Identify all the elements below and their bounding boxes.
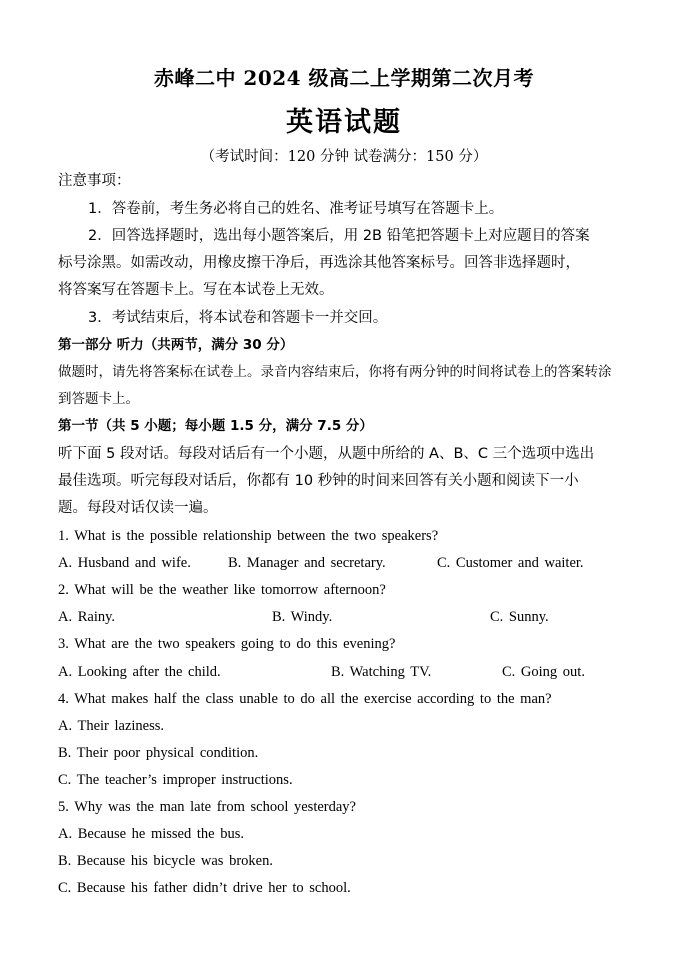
note-item-1: 1．答卷前，考生务必将自己的姓名、准考证号填写在答题卡上。 — [88, 201, 504, 217]
note-item-2-line-3: 将答案写在答题卡上。写在本试卷上无效。 — [58, 282, 334, 298]
part1-heading: 第一部分 听力（共两节，满分 30 分） — [58, 337, 294, 353]
notes-heading: 注意事项： — [58, 173, 131, 189]
question-1-option-c: C. Customer and waiter. — [437, 555, 584, 571]
question-2-option-a: A. Rainy. — [58, 609, 116, 625]
question-4-option-b: B. Their poor physical condition. — [58, 745, 259, 761]
question-5-option-b: B. Because his bicycle was broken. — [58, 853, 273, 869]
question-4-option-c: C. The teacher’s improper instructions. — [58, 772, 293, 788]
section1-instruction-line-2: 最佳选项。听完每段对话后，你都有 10 秒钟的时间来回答有关小题和阅读下一小 — [58, 473, 579, 489]
subject-title: 英语试题 — [286, 107, 402, 138]
question-2-option-b: B. Windy. — [272, 609, 333, 625]
question-4-stem: 4. What makes half the class unable to do all the exercise according to the man? — [58, 691, 552, 707]
question-3-option-a: A. Looking after the child. — [58, 664, 221, 680]
note-item-2-line-2: 标号涂黑。如需改动，用橡皮擦干净后，再选涂其他答案标号。回答非选择题时， — [58, 255, 580, 271]
question-1-option-a: A. Husband and wife. — [58, 555, 191, 571]
question-2-option-c: C. Sunny. — [490, 609, 549, 625]
question-4-option-a: A. Their laziness. — [58, 718, 165, 734]
question-2-stem: 2. What will be the weather like tomorrow afternoon? — [58, 582, 386, 598]
part1-instruction-line-2: 到答题卡上。 — [58, 391, 139, 407]
question-3-stem: 3. What are the two speakers going to do this evening? — [58, 636, 396, 652]
part1-instruction-line-1: 做题时，请先将答案标在试卷上。录音内容结束后，你将有两分钟的时间将试卷上的答案转涂 — [58, 364, 612, 380]
section1-instruction-line-3: 题。每段对话仅读一遍。 — [58, 500, 218, 516]
note-item-2-line-1: 2．回答选择题时，选出每小题答案后，用 2B 铅笔把答题卡上对应题目的答案 — [88, 228, 590, 244]
question-3-option-b: B. Watching TV. — [331, 664, 432, 680]
question-3-option-c: C. Going out. — [502, 664, 585, 680]
section1-instruction-line-1: 听下面 5 段对话。每段对话后有一个小题，从题中所给的 A、B、C 三个选项中选出 — [58, 446, 595, 462]
question-5-stem: 5. Why was the man late from school yesterday? — [58, 799, 356, 815]
question-1-option-b: B. Manager and secretary. — [228, 555, 386, 571]
school-exam-title: 赤峰二中 2024 级高二上学期第二次月考 — [153, 66, 535, 90]
exam-info: （考试时间：120 分钟 试卷满分：150 分） — [200, 149, 488, 165]
question-5-option-c: C. Because his father didn’t drive her to school. — [58, 880, 351, 896]
question-5-option-a: A. Because he missed the bus. — [58, 826, 244, 842]
question-1-stem: 1. What is the possible relationship between the two speakers? — [58, 528, 439, 544]
section1-heading: 第一节（共 5 小题；每小题 1.5 分，满分 7.5 分） — [58, 418, 373, 434]
note-item-3: 3．考试结束后，将本试卷和答题卡一并交回。 — [88, 310, 388, 326]
